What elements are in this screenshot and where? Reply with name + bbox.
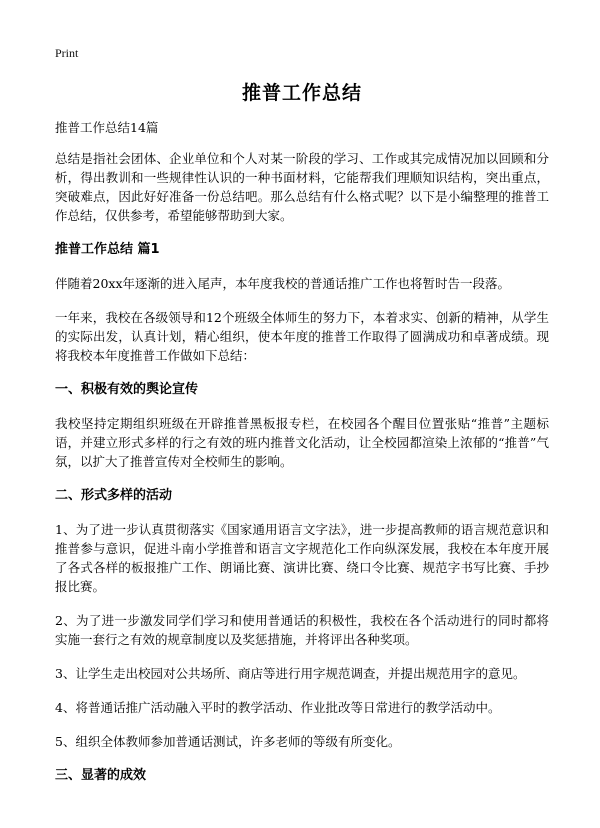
paragraph-8: 5、组织全体教师参加普通话测试，许多老师的等级有所变化。	[55, 734, 401, 749]
paragraph-5: 2、为了进一步激发同学们学习和使用普通话的积极性，我校在各个活动进行的同时都将实施一套行之有效的规章制度以及奖惩措施，并将评出各种奖项。	[55, 613, 549, 647]
section-title: 推普工作总结 篇1	[55, 242, 160, 257]
document-body	[55, 118, 549, 800]
paragraph-1: 伴随着20xx年逐渐的进入尾声，本年度我校的普通话推广工作也将暂时告一段落。	[55, 276, 511, 291]
heading-activities: 二、形式多样的活动	[55, 488, 173, 503]
heading-results: 三、显著的成效	[55, 768, 147, 783]
paragraph-4: 1、为了进一步认真贯彻落实《国家通用语言文字法》，进一步提高教师的语言规范意识和推普参与意识，促进斗南小学推普和语言文字规范化工作向纵深发展，我校在本年度开展了各式各样的板报推广工作、朗诵比赛、演讲比赛、绕口令比赛、规范字书写比赛、手抄报比赛。	[55, 522, 549, 594]
document-subtitle: 推普工作总结14篇	[55, 120, 159, 135]
print-link[interactable]: Print	[55, 46, 79, 60]
paragraph-6: 3、让学生走出校园对公共场所、商店等进行用字规范调查，并提出规范用字的意见。	[55, 666, 526, 681]
paragraph-2: 一年来，我校在各级领导和12个班级全体师生的努力下，本着求实、创新的精神，从学生的实际出发，认真计划，精心组织，使本年度的推普工作取得了圆满成功和卓著成绩。现将我校本年度推普工作做如下总结：	[55, 310, 549, 363]
heading-publicity: 一、积极有效的舆论宣传	[55, 382, 199, 397]
page-title: 推普工作总结	[241, 82, 362, 104]
intro-paragraph: 总结是指社会团体、企业单位和个人对某一阶段的学习、工作或其完成情况加以回顾和分析，得出教训和一些规律性认识的一种书面材料，它能帮我们理顺知识结构，突出重点，突破难点，因此好好准备一份总结吧。那么总结有什么格式呢？以下是小编整理的推普工作总结，仅供参考，希望能够帮助到大家。	[55, 151, 549, 223]
paragraph-7: 4、将普通话推广活动融入平时的教学活动、作业批改等日常进行的教学活动中。	[55, 700, 501, 715]
paragraph-3: 我校坚持定期组织班级在开辟推普黑板报专栏，在校园各个醒目位置张贴“推普”主题标语，并建立形式多样的行之有效的班内推普文化活动，让全校园都渲染上浓郁的“推普”气氛，以扩大了推普宣传对全校师生的影响。	[55, 416, 549, 469]
